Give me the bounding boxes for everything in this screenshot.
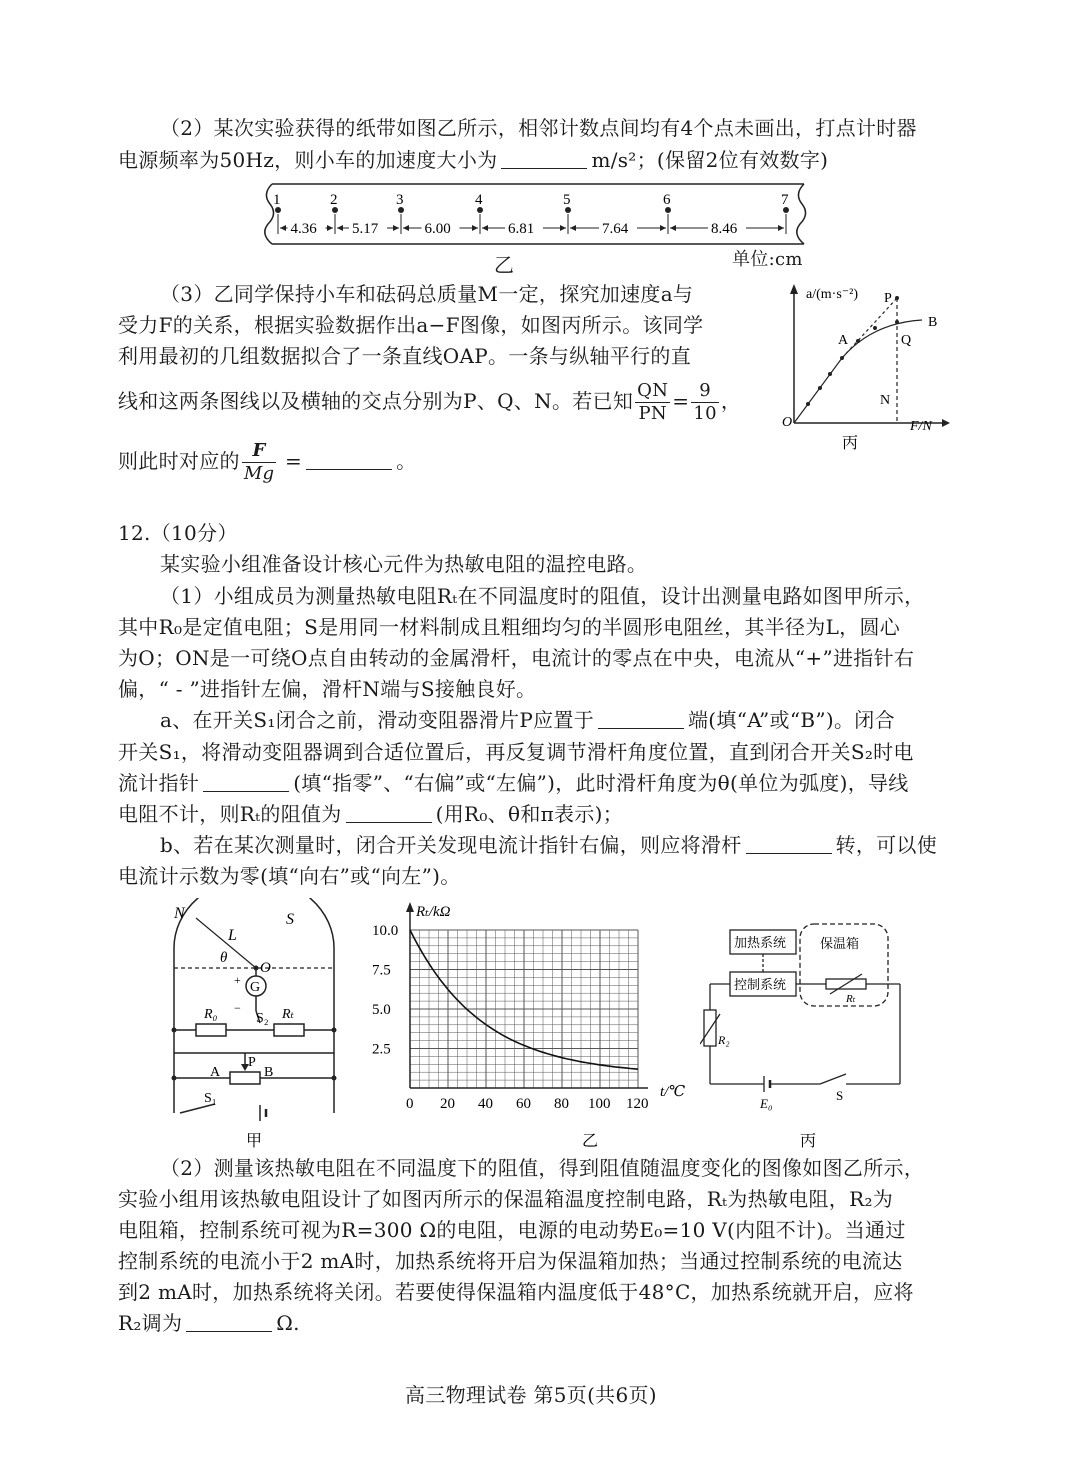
frac-num-qn: QN: [637, 380, 669, 401]
answer-blank-slider-end[interactable]: [598, 708, 684, 729]
q11-p2-line2: [118, 145, 828, 175]
label-R2: R₂: [718, 1033, 730, 1047]
q11-p2-text-b: m/s²；(保留2位有效数字): [591, 148, 829, 172]
q12-a-text-d: (填“指零”、“右偏”或“左偏”)，此时滑杆角度为θ(单位为弧度)，导线: [293, 771, 909, 795]
tape-segment-label: 8.46: [711, 221, 738, 237]
x-tick-label: 0: [406, 1096, 414, 1112]
tape-segment-label: 7.64: [602, 221, 629, 237]
answer-blank-rt-expression[interactable]: [346, 802, 432, 823]
q11-p3-text-c: 则此时对应的: [118, 449, 240, 473]
frac-den-pn: PN: [638, 403, 667, 424]
tape-point-label: 5: [563, 192, 571, 208]
q12-a-text-c: 流计指针: [118, 771, 200, 795]
frac-den-Mg: Mg: [243, 463, 275, 484]
label-S: S: [286, 911, 294, 928]
q11-p3-line5: [118, 440, 416, 485]
q11-p3-comma: ，: [720, 389, 742, 413]
label-B: B: [264, 1065, 274, 1080]
q12-a-text-a: a、在开关S₁闭合之前，滑动变阻器滑片P应置于: [160, 708, 594, 732]
page-footer: 高三物理试卷 第5页(共6页): [405, 1383, 657, 1407]
q12-p1-l1: （1）小组成员为测量热敏电阻Rₜ在不同温度时的阻值，设计出测量电路如图甲所示，: [160, 584, 925, 608]
incubator-label: 保温箱: [820, 936, 860, 951]
q12-p1-l2: 其中R₀是定值电阻；S是用同一材料制成且粗细均匀的半圆形电阻丝，其半径为L，圆心: [118, 615, 901, 639]
q12-p2-l3: 电阻箱，控制系统可视为R=300 Ω的电阻，电源的电动势E₀=10 V(内阻不计)。当通过: [118, 1218, 906, 1242]
y-tick-label: 2.5: [372, 1041, 391, 1058]
q12-a-text-b: 端(填“A”或“B”)。闭合: [688, 708, 895, 732]
q12-p2-text-a: R₂调为: [118, 1311, 183, 1335]
label-R0: R₀: [204, 1007, 218, 1022]
q12-p2-text-b: Ω.: [276, 1311, 300, 1335]
label-O: O: [260, 960, 271, 976]
q12-b-text-b: 转，可以使: [835, 833, 938, 857]
q12-p2-l1: （2）测量该热敏电阻在不同温度下的阻值，得到阻值随温度变化的图像如图乙所示，: [160, 1156, 925, 1180]
label-N: N: [880, 393, 891, 408]
q12-a-l2: 开关S₁，将滑动变阻器调到合适位置后，再反复调节滑杆角度位置，直到闭合开关S₂时电: [118, 740, 914, 764]
fig-bing-caption: 丙: [800, 1133, 817, 1150]
label-P: P: [248, 1055, 256, 1070]
y-axis-label: Rₜ/kΩ: [416, 904, 451, 920]
ratio-qn-pn: [635, 380, 670, 425]
heating-system-label: 加热系统: [734, 935, 787, 950]
label-theta: θ: [220, 950, 228, 966]
y-tick-label: 5.0: [372, 1002, 391, 1018]
tape-point-label: 3: [396, 192, 404, 208]
tape-point-label: 7: [781, 192, 789, 208]
q12-a-l4: [118, 799, 623, 829]
tape-segment-label: 6.81: [508, 221, 535, 237]
q11-p3-line2: 受力F的关系，根据实验数据作出a−F图像，如图丙所示。该同学: [118, 313, 704, 337]
tape-unit: 单位:cm: [732, 249, 803, 270]
graph-origin: O: [782, 415, 793, 430]
q12-a-text-e: 电阻不计，则Rₜ的阻值为: [118, 802, 342, 826]
a-F-graph: [772, 278, 972, 458]
q11-p3-line3: 利用最初的几组数据拟合了一条直线OAP。一条与纵轴平行的直: [118, 344, 691, 368]
label-S1: S₁: [204, 1091, 217, 1106]
frac-den-10: 10: [693, 403, 717, 424]
q12-p2-l6: [118, 1308, 300, 1338]
x-tick-label: 100: [588, 1096, 611, 1112]
tape-segment-label: 5.17: [352, 221, 379, 237]
fig-yi-caption: 乙: [582, 1133, 599, 1150]
label-S: S: [836, 1088, 844, 1103]
answer-blank-direction[interactable]: [746, 833, 832, 854]
label-Q: Q: [901, 333, 912, 348]
y-tick-label: 10.0: [372, 923, 399, 939]
label-plus: +: [234, 973, 241, 987]
tape-point-label: 2: [330, 192, 338, 208]
ratio-9-10: [691, 380, 719, 425]
label-Rt: Rₜ: [282, 1007, 295, 1022]
answer-blank-r2[interactable]: [186, 1311, 272, 1332]
x-tick-label: 60: [516, 1096, 531, 1112]
q12-b-text-a: b、若在某次测量时，闭合开关发现电流计指针右偏，则应将滑杆: [160, 833, 742, 857]
q11-p3-line4: [118, 380, 741, 425]
tape-segment-label: 4.36: [290, 221, 317, 237]
q12-p2-l5: 到2 mA时，加热系统将关闭。若要使得保温箱内温度低于48°C，加热系统就开启，应将: [118, 1280, 914, 1304]
label-E0: E₀: [760, 1096, 773, 1111]
label-A: A: [210, 1065, 221, 1080]
x-tick-label: 120: [626, 1096, 649, 1112]
answer-blank-ratio[interactable]: [306, 449, 392, 470]
frac-num-9: 9: [691, 380, 719, 403]
q11-p3-line1: （3）乙同学保持小车和砝码总质量M一定，探究加速度a与: [160, 282, 694, 306]
control-system-label: 控制系统: [734, 977, 787, 992]
graph-ylabel: a/(m·s⁻²): [806, 287, 859, 302]
period: 。: [396, 449, 417, 473]
frac-equals: =: [672, 389, 690, 413]
q11-p3-text: 线和这两条图线以及横轴的交点分别为P、Q、N。若已知: [118, 389, 634, 413]
rt-temperature-graph: [368, 898, 698, 1153]
q11-p2-line1: （2）某次实验获得的纸带如图乙所示，相邻计数点间均有4个点未画出，打点计时器: [160, 116, 917, 140]
label-B: B: [928, 315, 938, 330]
q12-p2-l2: 实验小组用该热敏电阻设计了如图丙所示的保温箱温度控制电路，Rₜ为热敏电阻，R₂为: [118, 1187, 894, 1211]
label-L: L: [228, 927, 237, 944]
y-tick-label: 7.5: [372, 962, 391, 979]
x-tick-label: 80: [554, 1096, 569, 1112]
q11-p2-text-a: 电源频率为50Hz，则小车的加速度大小为: [118, 148, 498, 172]
ratio-F-Mg: [242, 440, 277, 485]
x-tick-label: 40: [478, 1096, 493, 1112]
graph-xlabel: F/N: [910, 419, 932, 434]
q12-p2-l4: 控制系统的电流小于2 mA时，加热系统将开启为保温箱加热；当通过控制系统的电流达: [118, 1249, 903, 1273]
q12-header: 12.（10分）: [118, 521, 238, 545]
q12-p1-l4: 偏，“ - ”进指针左偏，滑杆N端与S接触良好。: [118, 677, 537, 701]
circuit-figure-jia: [160, 898, 350, 1153]
q12-intro: 某实验小组准备设计核心元件为热敏电阻的温控电路。: [160, 552, 648, 576]
q12-a-text-f: (用R₀、θ和π表示)；: [435, 802, 624, 826]
label-N: N: [174, 905, 185, 922]
x-axis-label: t/℃: [660, 1084, 686, 1100]
frac-num-F: F: [242, 440, 277, 463]
tape-segment-label: 6.00: [424, 221, 451, 237]
galvanometer-G: G: [250, 980, 261, 995]
label-minus: −: [234, 1001, 241, 1015]
q12-b-l1: [160, 830, 937, 860]
graph-caption: 丙: [842, 435, 859, 452]
tape-point-label: 1: [273, 192, 281, 208]
label-S2: S₂: [256, 1011, 269, 1026]
control-circuit-figure-bing: [700, 918, 920, 1153]
answer-blank-galvanometer[interactable]: [203, 771, 289, 792]
q12-b-l2: 电流计示数为零(填“向右”或“向左”)。: [118, 864, 461, 888]
label-A: A: [838, 333, 849, 348]
fig-jia-caption: 甲: [246, 1133, 263, 1150]
tape-caption: 乙: [494, 253, 515, 277]
answer-blank-acceleration[interactable]: [501, 148, 587, 169]
tape-point-label: 4: [475, 192, 483, 208]
q12-a-l3: [118, 768, 909, 798]
q12-p1-l3: 为O；ON是一可绕O点自由转动的金属滑杆，电流计的零点在中央，电流从“+”进指针右: [118, 646, 915, 670]
tape-point-label: 6: [663, 192, 671, 208]
label-P: P: [884, 291, 892, 306]
q12-a-l1: [160, 705, 895, 735]
label-Rt: Rₜ: [846, 993, 856, 1005]
equals-sign: =: [285, 449, 303, 473]
x-tick-label: 20: [440, 1096, 455, 1112]
